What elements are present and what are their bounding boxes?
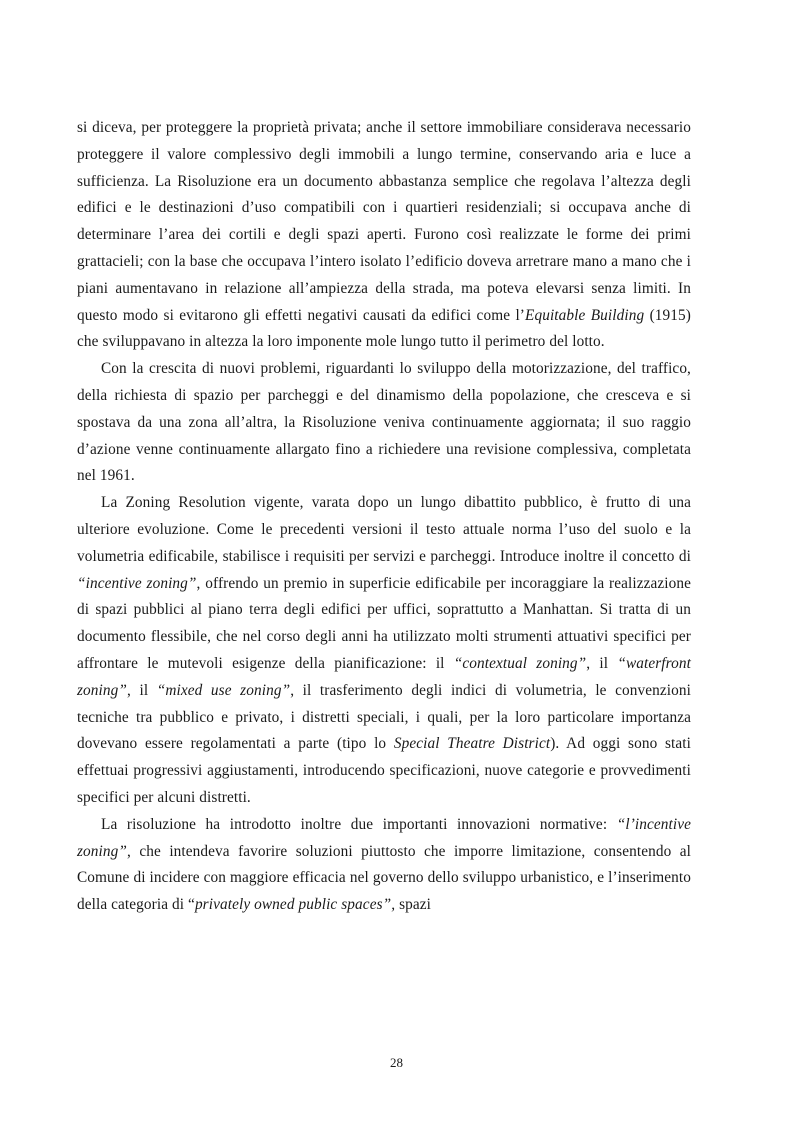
text-run: , che intendeva favorire soluzioni piuttosto che imporre limitazione, consentendo al Comune di incidere con maggiore efficacia nel governo dello sviluppo urbanistico, e l’inserimento della categoria di “	[77, 842, 691, 914]
text-run: si diceva, per proteggere la proprietà privata; anche il settore immobiliare considerava necessario proteggere il valore complessivo degli immobili a lungo termine, conservando aria e luce a sufficienza. La Risoluzione era un documento abbastanza semplice che regolava l’altezza degli edifici e le destinazioni d’uso compatibili con i quartieri residenziali; si occupava anche di determinare l’area dei cortili e degli spazi aperti. Furono così realizzate le forme dei primi grattacieli; con la base che occupava l’intero isolato l’edificio doveva arretrare mano a mano che i piani aumentavano in relazione all’ampiezza della strada, ma poteva elevarsi senza limiti. In questo modo si evitarono gli effetti negativi causati da edifici come l’	[77, 119, 691, 324]
text-run: , il	[127, 681, 157, 699]
text-run: , il	[586, 654, 618, 672]
italic-text: Equitable Building	[525, 306, 645, 324]
paragraph	[77, 115, 691, 356]
paragraph	[77, 356, 691, 490]
text-run: Con la crescita di nuovi problemi, riguardanti lo sviluppo della motorizzazione, del traffico, della richiesta di spazio per parcheggi e del dinamismo della popolazione, che cresceva e si spostava da una zona all’altra, la Risoluzione veniva continuamente aggiornata; il suo raggio d’azione venne continuamente allargato fino a richiedere una revisione complessiva, completata nel 1961.	[77, 360, 691, 485]
paragraph	[77, 812, 691, 919]
italic-text: “l’incentive zoning”	[77, 815, 691, 860]
italic-text: “incentive zoning”	[77, 574, 197, 592]
italic-text: “contextual zoning”	[453, 654, 587, 672]
text-run: (1915) che sviluppavano in altezza la loro imponente mole lungo tutto il perimetro del lotto.	[77, 306, 691, 351]
italic-text: “waterfront zoning”	[77, 654, 691, 699]
body-text	[77, 115, 691, 919]
paragraph	[77, 490, 691, 812]
italic-text: privately owned public spaces”,	[194, 896, 396, 914]
page-number: 28	[390, 1055, 403, 1070]
italic-text: “mixed use zoning”	[156, 681, 291, 699]
text-run: , offrendo un premio in superficie edificabile per incoraggiare la realizzazione di spazi pubblici al piano terra degli edifici per uffici, soprattutto a Manhattan. Si tratta di un documento flessibile, che nel corso degli anni ha utilizzato molti strumenti attuativi specifici per affrontare le mutevoli esigenze della pianificazione: il	[77, 574, 692, 672]
italic-text: Special Theatre District	[393, 735, 551, 753]
text-run: ). Ad oggi sono stati effettuai progressivi aggiustamenti, introducendo specificazioni, nuove categorie e provvedimenti specifici per alcuni distretti.	[77, 735, 691, 806]
text-run: La risoluzione ha introdotto inoltre due importanti innovazioni normative:	[101, 815, 617, 833]
text-run: La Zoning Resolution vigente, varata dopo un lungo dibattito pubblico, è frutto di una ulteriore evoluzione. Come le precedenti versioni il testo attuale norma l’uso del suolo e la volumetria edificabile, stabilisce i requisiti per servizi e parcheggi. Introduce inoltre il concetto di	[77, 494, 691, 565]
text-run: , il trasferimento degli indici di volumetria, le convenzioni tecniche tra pubblico e privato, i distretti speciali, i quali, per la loro particolare importanza dovevano essere regolamentati a parte (tipo lo	[77, 681, 691, 753]
text-run: spazi	[395, 896, 432, 914]
